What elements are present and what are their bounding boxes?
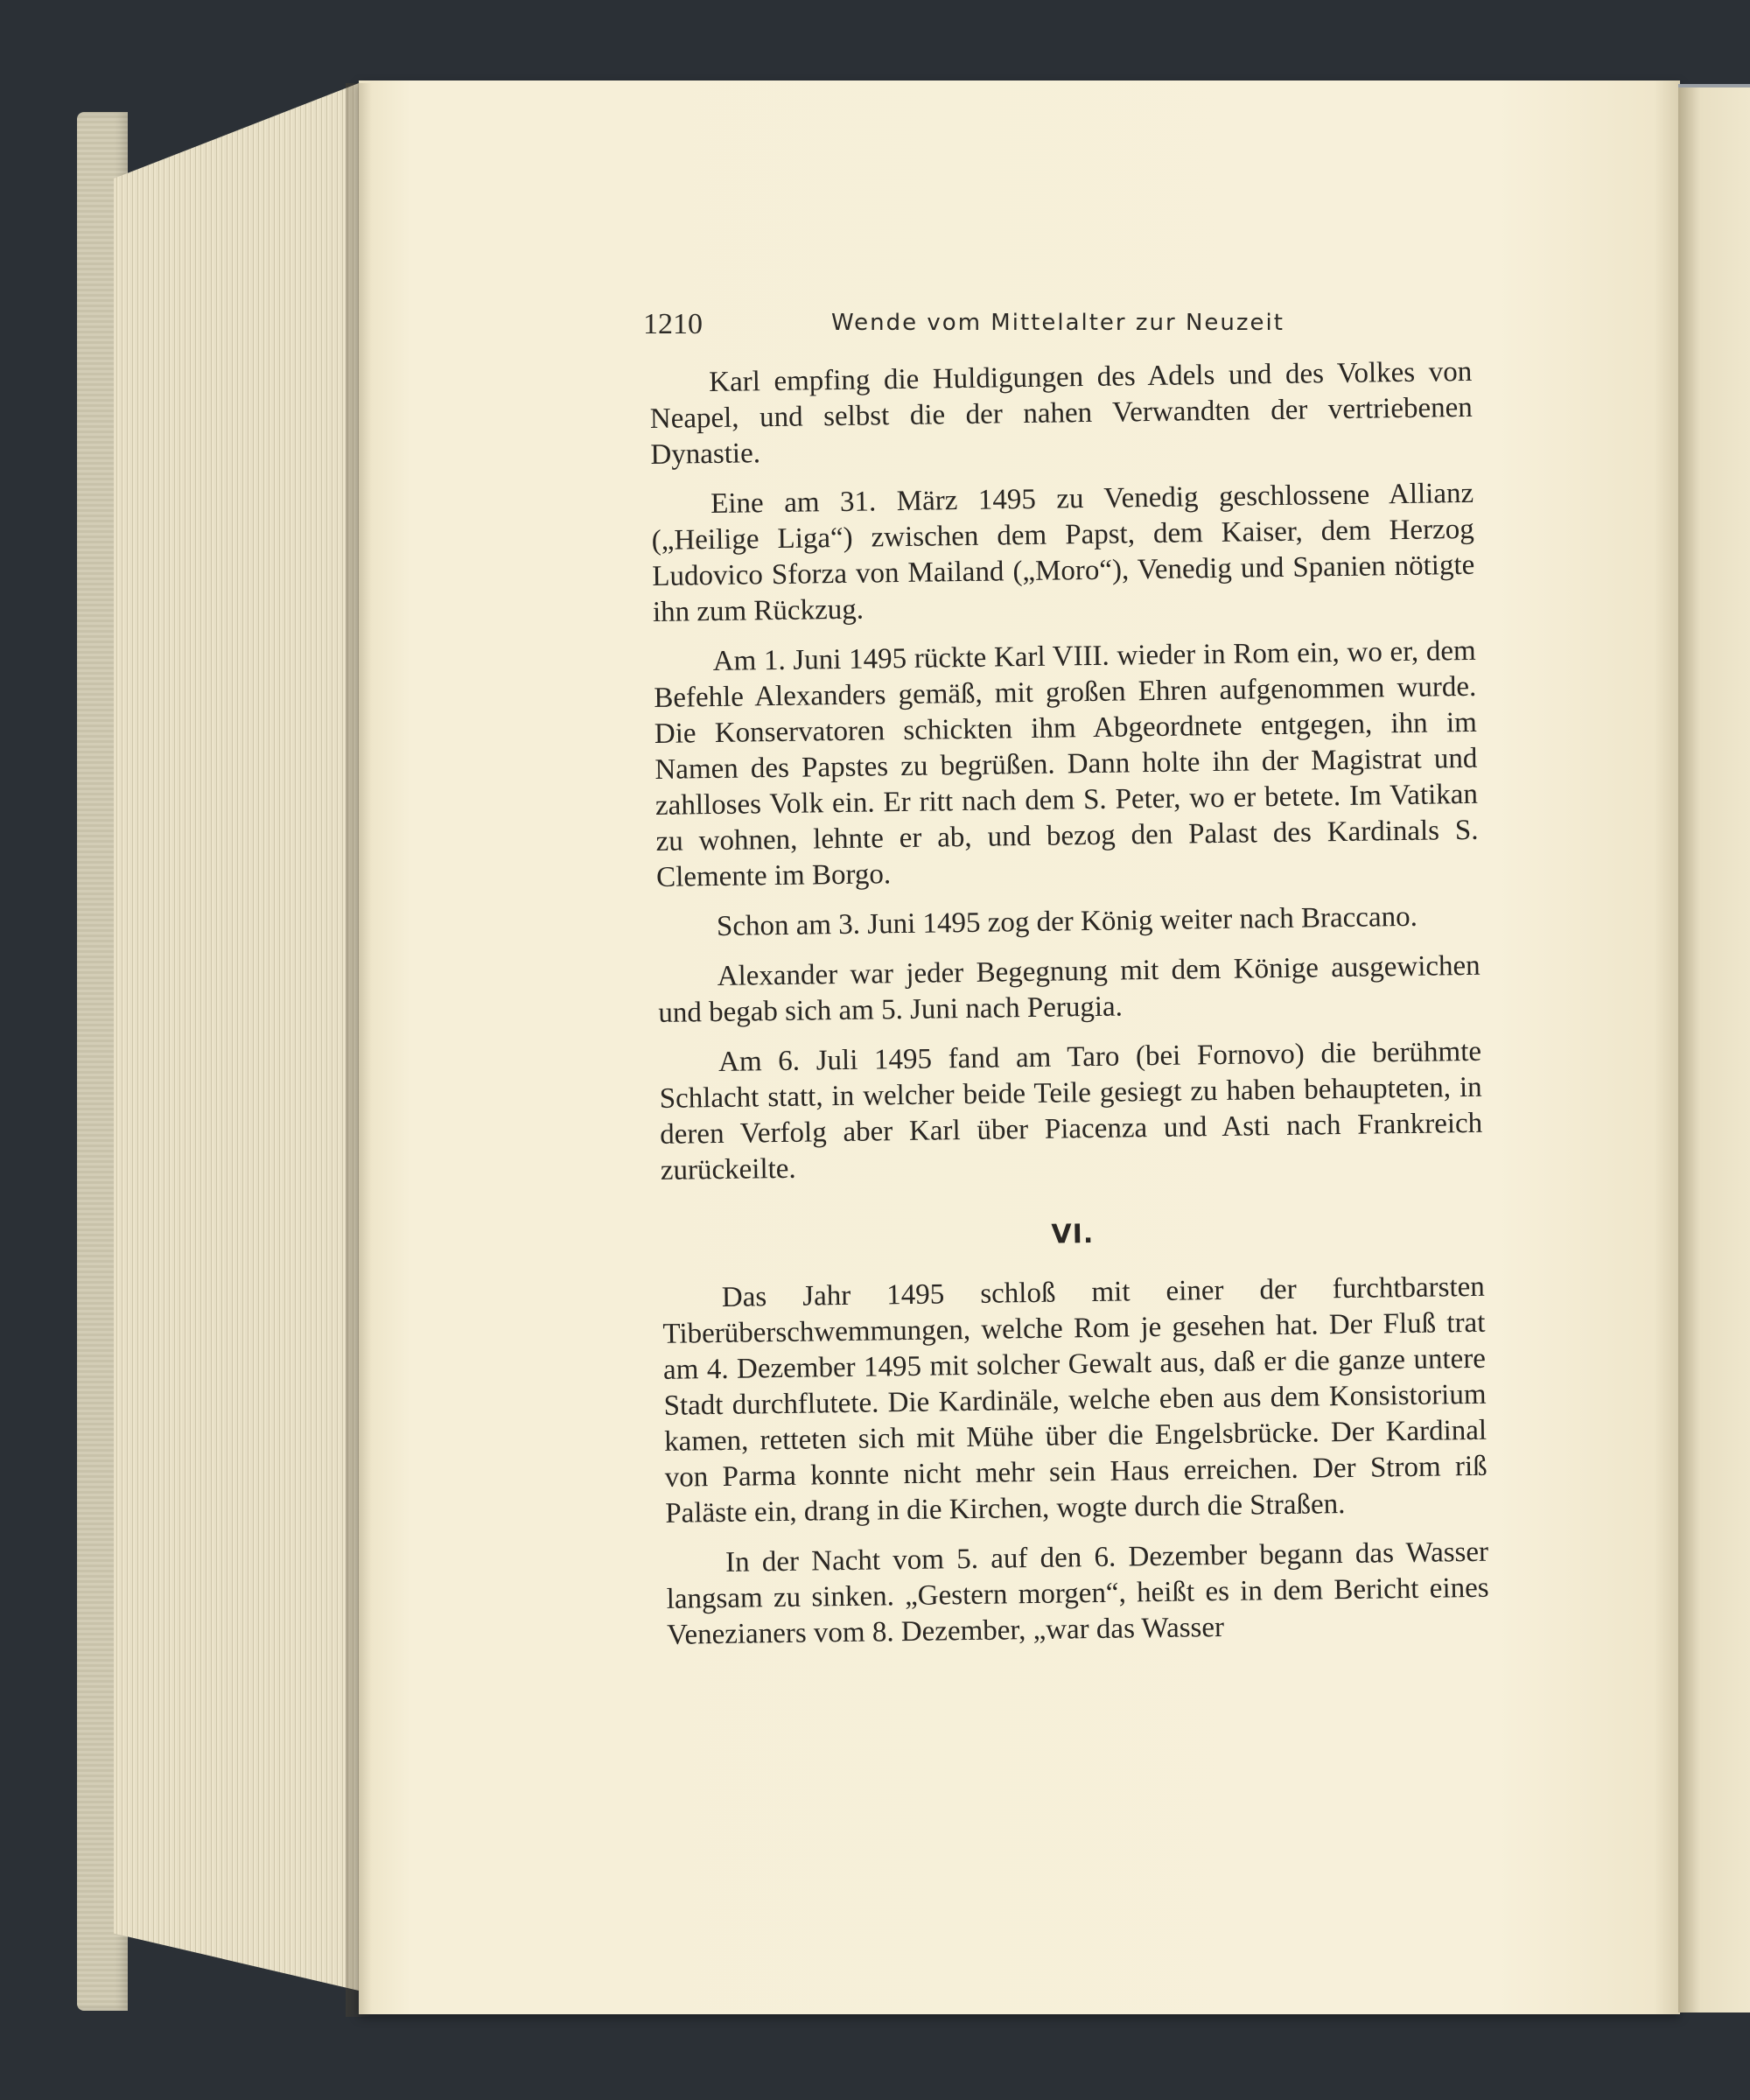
paragraph: Am 1. Juni 1495 rückte Karl VIII. wieder in Rom ein, wo er, dem Befehle Alexanders gemäß, mit großen Ehren aufgenommen wurde. Die Konservatoren schickten ihm Abgeordnete entgegen, ihn im Namen des Papstes zu begrüßen. Dann holte ihn der Magistrat und zahlloses Volk ein. Er ritt nach dem S. Peter, wo er betete. Im Vatikan zu wohnen, lehnte er ab, und bezog den Palast des Kardinals S. Clemente im Borgo. bbox=[654, 634, 1479, 893]
section-heading: VI. bbox=[1051, 1219, 1095, 1250]
page-header bbox=[643, 308, 1562, 343]
paragraph: In der Nacht vom 5. auf den 6. Dezember begann das Wasser langsam zu sinken. „Gestern morgen“, heißt es in dem Bericht eines Venezianers vom 8. Dezember, „war das Wasser bbox=[666, 1536, 1489, 1651]
page-number: 1210 bbox=[643, 308, 703, 340]
paragraph: Am 6. Juli 1495 fand am Taro (bei Fornovo) die berühmte Schlacht statt, in welcher beide Teile gesiegt zu haben behaupteten, in deren Verfolg aber Karl über Piacenza und Asti nach Frankreich zurückeilte. bbox=[659, 1035, 1483, 1186]
running-head: Wende vom Mittelalter zur Neuzeit bbox=[831, 310, 1284, 336]
body-text bbox=[649, 354, 1490, 1668]
gutter-shadow bbox=[346, 83, 372, 2017]
facing-page-edge bbox=[1678, 88, 1750, 2012]
paragraph: Alexander war jeder Begegnung mit dem Könige ausgewichen und begab sich am 5. Juni nach Perugia. bbox=[658, 949, 1480, 1029]
paragraph: Das Jahr 1495 schloß mit einer der furchtbarsten Tiberüberschwemmungen, welche Rom je gesehen hat. Der Fluß trat am 4. Dezember 1495 mit solcher Gewalt aus, daß er die ganze untere Stadt durchflutete. Die Kardinäle, welche eben aus dem Konsistorium kamen, retteten sich mit Mühe über die Engelsbrücke. Der Kardinal von Parma konnte nicht mehr sein Haus erreichen. Der Strom riß Paläste ein, drang in die Kirchen, wogte durch die Straßen. bbox=[662, 1270, 1488, 1530]
paragraph: Eine am 31. März 1495 zu Venedig geschlossene Allianz („Heilige Liga“) zwischen dem Papst, dem Kaiser, dem Herzog Ludovico Sforza von Mailand („Moro“), Venedig und Spanien nötigte ihn zum Rückzug. bbox=[651, 477, 1475, 628]
page-edges bbox=[114, 83, 359, 1991]
paragraph: Karl empfing die Huldigungen des Adels und des Volkes von Neapel, und selbst die der nahen Verwandten der vertriebenen Dynastie. bbox=[649, 355, 1474, 471]
paragraph: Schon am 3. Juni 1495 zog der König weiter nach Braccano. bbox=[716, 900, 1418, 942]
